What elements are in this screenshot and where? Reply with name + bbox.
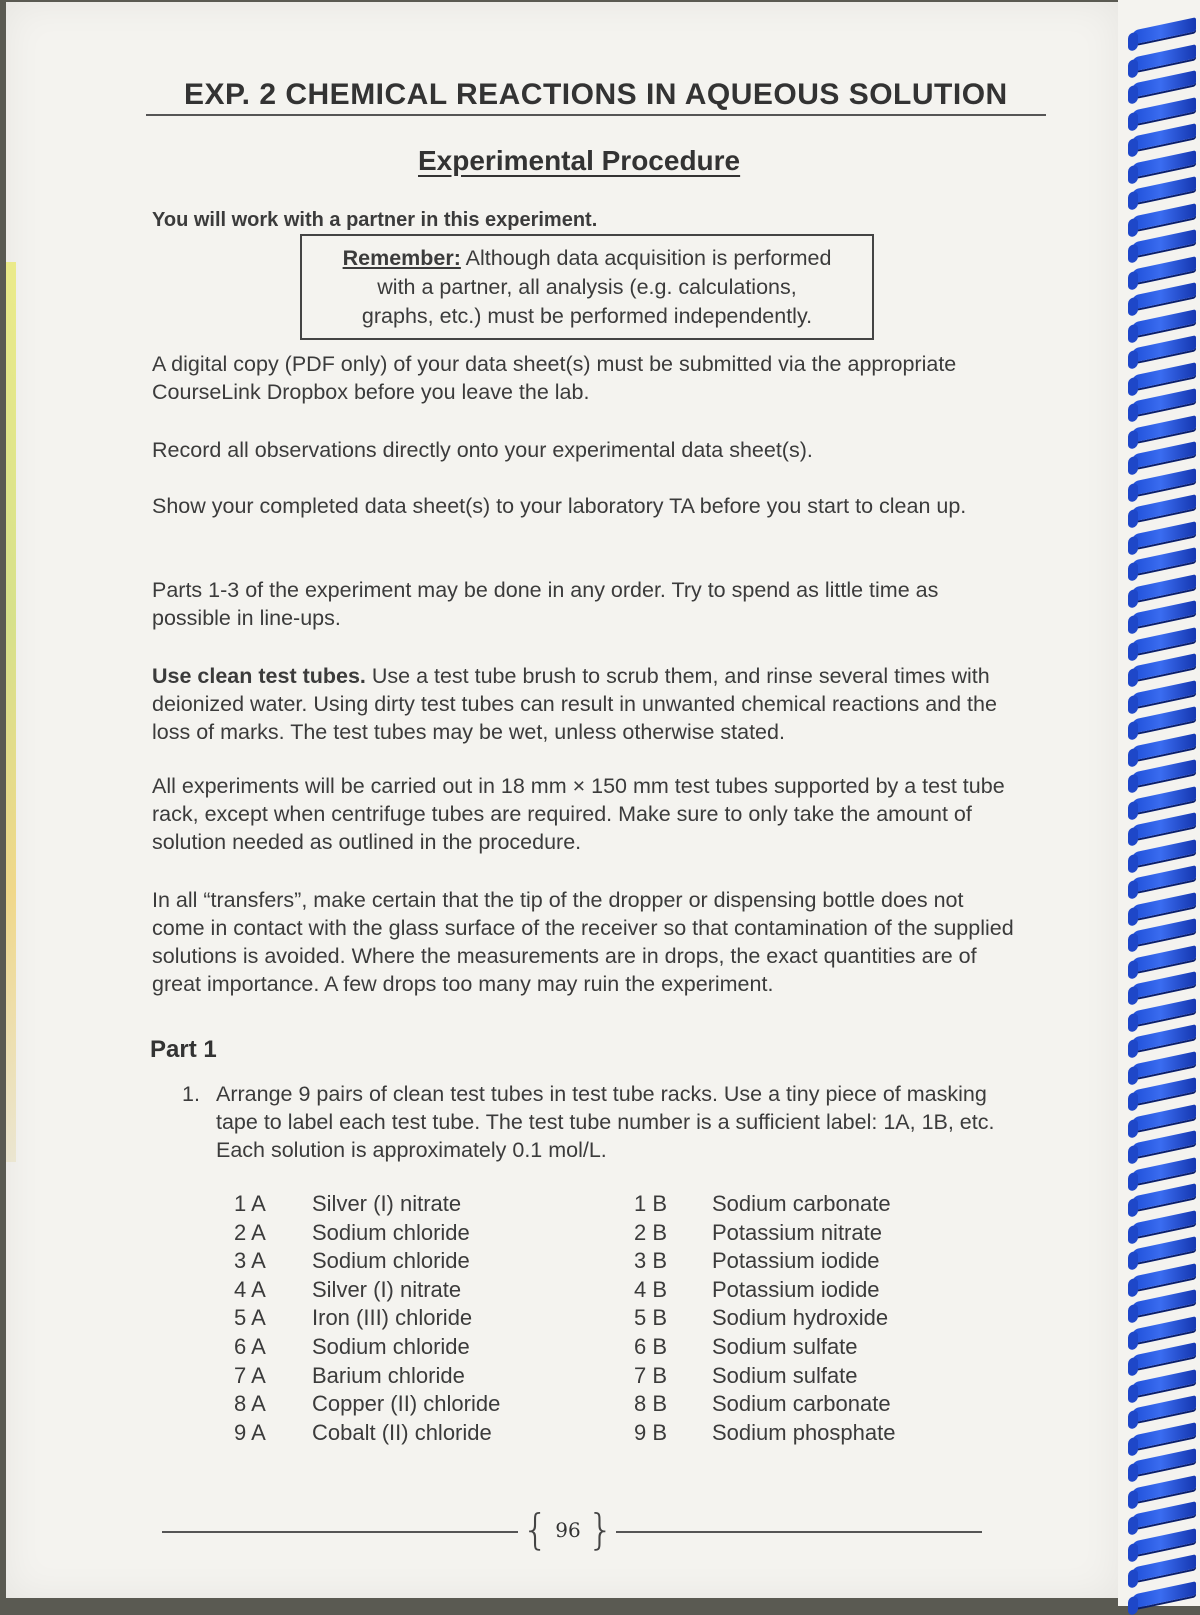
tube-row (634, 1190, 895, 1219)
tube-row (234, 1362, 500, 1391)
title-rule (146, 114, 1046, 116)
paragraph-show-ta: Show your completed data sheet(s) to your laboratory TA before you start to clean up. (152, 494, 967, 518)
binding-ring (1132, 1289, 1196, 1317)
binding-ring (1132, 1236, 1196, 1264)
section-subtitle: Experimental Procedure (418, 145, 741, 176)
tube-solution: Sodium carbonate (712, 1191, 891, 1216)
binding-ring (1132, 203, 1196, 231)
binding-ring (1132, 229, 1196, 257)
binding-ring (1132, 759, 1196, 787)
binding-ring (1132, 918, 1196, 946)
binding-ring (1132, 1024, 1196, 1052)
footer-rule-left (162, 1531, 518, 1533)
tube-row (634, 1247, 895, 1276)
tube-solution: Cobalt (II) chloride (312, 1419, 492, 1445)
binding-ring (1132, 1263, 1196, 1291)
binding-ring (1132, 1501, 1196, 1529)
paragraph-order: Parts 1-3 of the experiment may be done in any order. Try to spend as little time as possible in line-ups. (152, 578, 939, 630)
binding-ring (1132, 1422, 1196, 1450)
binding-ring (1132, 600, 1196, 628)
tube-row (234, 1390, 500, 1419)
tube-solution: Silver (I) nitrate (312, 1276, 462, 1302)
binding-ring (1132, 70, 1196, 98)
tube-row (234, 1419, 500, 1448)
binding-ring (1132, 574, 1196, 602)
paragraph-clean-tubes (152, 662, 1022, 746)
tube-id: 2 A (234, 1219, 266, 1245)
tube-row (634, 1419, 895, 1448)
binding-ring (1132, 1528, 1196, 1556)
tube-row (634, 1219, 895, 1248)
binding-ring (1132, 1183, 1196, 1211)
binding-ring (1132, 44, 1196, 72)
binding-ring (1132, 865, 1196, 893)
page-edge-highlight (6, 262, 16, 1162)
remember-text-3: graphs, etc.) must be performed independently. (361, 304, 813, 328)
tube-solution: Sodium carbonate (712, 1391, 891, 1417)
tube-solution: Sodium chloride (312, 1333, 470, 1359)
tube-id: 5 B (634, 1305, 668, 1331)
clean-tubes-emphasis: Use clean test tubes. (152, 664, 366, 688)
tube-row (634, 1276, 895, 1305)
binding-ring (1132, 1210, 1196, 1238)
binding-ring (1132, 494, 1196, 522)
tube-id: 6 A (234, 1333, 266, 1359)
binding-ring (1132, 1051, 1196, 1079)
tube-solution: Sodium chloride (312, 1219, 470, 1245)
tube-id: 1 A (234, 1191, 266, 1216)
binding-ring (1132, 415, 1196, 443)
remember-label: Remember: (342, 246, 461, 270)
paragraph-test-tubes: All experiments will be carried out in 18 mm × 150 mm test tubes supported by a test tube rack, except when centrifuge tubes are required. Make sure to only take the amount of solution needed as outlined in the procedure. (152, 774, 1005, 854)
binding-ring (1132, 468, 1196, 496)
binding-ring (1132, 1475, 1196, 1503)
binding-ring (1132, 1448, 1196, 1476)
left-brace-icon: { (522, 1505, 549, 1554)
tube-solution: Potassium nitrate (712, 1219, 882, 1245)
tube-solution: Potassium iodide (712, 1276, 880, 1302)
remember-callout (300, 234, 874, 340)
tube-row (634, 1362, 895, 1391)
tube-row (234, 1276, 500, 1305)
tube-row (634, 1333, 895, 1362)
binding-ring (1132, 786, 1196, 814)
binding-ring (1132, 1077, 1196, 1105)
paragraph-transfers: In all “transfers”, make certain that the tip of the dropper or dispensing bottle does not come in contact with the glass surface of the receiver so that contamination of the supplied solutions is avoided. Where the measurements are in drops, the exact quantities are of great importance. A few drops too many may ruin the experiment. (152, 888, 1014, 996)
binding-ring (1132, 680, 1196, 708)
tube-solution: Sodium chloride (312, 1248, 470, 1274)
binding-ring (1132, 1395, 1196, 1423)
binding-ring (1132, 1342, 1196, 1370)
binding-ring (1132, 1554, 1196, 1582)
tube-solution: Iron (III) chloride (312, 1305, 473, 1331)
remember-text-2: with a partner, all analysis (e.g. calculations, (377, 275, 797, 299)
tube-id: 8 A (234, 1391, 266, 1417)
binding-ring (1132, 1316, 1196, 1344)
page-title: EXP. 2 CHEMICAL REACTIONS IN AQUEOUS SOLUTION (184, 78, 1008, 111)
binding-ring (1132, 1369, 1196, 1397)
binding-ring (1132, 653, 1196, 681)
tube-id: 4 B (634, 1276, 668, 1302)
tube-id: 8 B (634, 1391, 668, 1417)
binding-ring (1132, 282, 1196, 310)
tube-id: 9 A (234, 1419, 266, 1445)
binding-ring (1132, 176, 1196, 204)
page-number: 96 (555, 1518, 581, 1542)
binding-ring (1132, 1581, 1196, 1609)
tube-id: 7 B (634, 1362, 668, 1388)
tube-solution: Sodium phosphate (712, 1419, 896, 1445)
binding-ring (1132, 335, 1196, 363)
binding-ring (1132, 627, 1196, 655)
binding-ring (1132, 1104, 1196, 1132)
tube-id: 1 B (634, 1191, 668, 1216)
binding-ring (1132, 733, 1196, 761)
tube-id: 7 A (234, 1362, 266, 1388)
binding-ring (1132, 971, 1196, 999)
tube-id: 3 A (234, 1248, 266, 1274)
binding-ring (1132, 839, 1196, 867)
tube-row (234, 1190, 500, 1219)
tube-solution: Sodium hydroxide (712, 1305, 889, 1331)
tube-id: 3 B (634, 1248, 668, 1274)
remember-text-1: Although data acquisition is performed (460, 246, 832, 270)
binding-ring (1132, 388, 1196, 416)
binding-ring (1132, 97, 1196, 125)
binding-ring (1132, 1157, 1196, 1185)
tube-row (634, 1390, 895, 1419)
paragraph-submission: A digital copy (PDF only) of your data sheet(s) must be submitted via the appropriate CourseLink Dropbox before you leave the lab. (152, 352, 957, 404)
tube-row (634, 1304, 895, 1333)
step-number: 1. (182, 1082, 200, 1106)
spiral-binding (1118, 0, 1200, 1606)
binding-ring (1132, 706, 1196, 734)
partner-note: You will work with a partner in this experiment. (152, 209, 598, 231)
tube-id: 5 A (234, 1305, 266, 1331)
binding-ring (1132, 521, 1196, 549)
binding-ring (1132, 441, 1196, 469)
binding-ring (1132, 945, 1196, 973)
tube-list-b (634, 1190, 895, 1447)
paragraph-record: Record all observations directly onto your experimental data sheet(s). (152, 438, 813, 462)
binding-ring (1132, 17, 1196, 45)
binding-ring (1132, 812, 1196, 840)
page-number-badge (522, 1505, 614, 1554)
binding-ring (1132, 150, 1196, 178)
tube-list-a (234, 1190, 500, 1447)
footer-rule-right (616, 1531, 982, 1533)
binding-ring (1132, 892, 1196, 920)
binding-ring (1132, 256, 1196, 284)
tube-solution: Potassium iodide (712, 1248, 880, 1274)
binding-ring (1132, 362, 1196, 390)
tube-solution: Silver (I) nitrate (312, 1191, 462, 1216)
binding-ring (1132, 309, 1196, 337)
clean-tubes-text: Use a test tube brush to scrub them, and rinse several times with deionized water. Using dirty test tubes can result in unwanted chemical reactions and the loss of marks. The test tubes may be wet, unless otherwise stated. (152, 664, 997, 744)
binding-ring (1132, 998, 1196, 1026)
tube-row (234, 1333, 500, 1362)
step-text: Arrange 9 pairs of clean test tubes in test tube racks. Use a tiny piece of masking tape to label each test tube. The test tube number is a sufficient label: 1A, 1B, etc. Each solution is approximately 0.1 mol/L. (216, 1082, 995, 1162)
tube-id: 9 B (634, 1419, 668, 1445)
tube-solution: Barium chloride (312, 1362, 465, 1388)
tube-id: 4 A (234, 1276, 266, 1302)
tube-row (234, 1304, 500, 1333)
tube-row (234, 1247, 500, 1276)
binding-ring (1132, 1130, 1196, 1158)
binding-ring (1132, 547, 1196, 575)
tube-solution: Copper (II) chloride (312, 1391, 501, 1417)
tube-id: 6 B (634, 1333, 668, 1359)
right-brace-icon: } (587, 1505, 614, 1554)
tube-solution: Sodium sulfate (712, 1362, 858, 1388)
procedure-step (182, 1080, 1012, 1164)
tube-row (234, 1219, 500, 1248)
binding-ring (1132, 123, 1196, 151)
tube-id: 2 B (634, 1219, 668, 1245)
part-heading: Part 1 (150, 1036, 217, 1063)
tube-solution: Sodium sulfate (712, 1333, 858, 1359)
